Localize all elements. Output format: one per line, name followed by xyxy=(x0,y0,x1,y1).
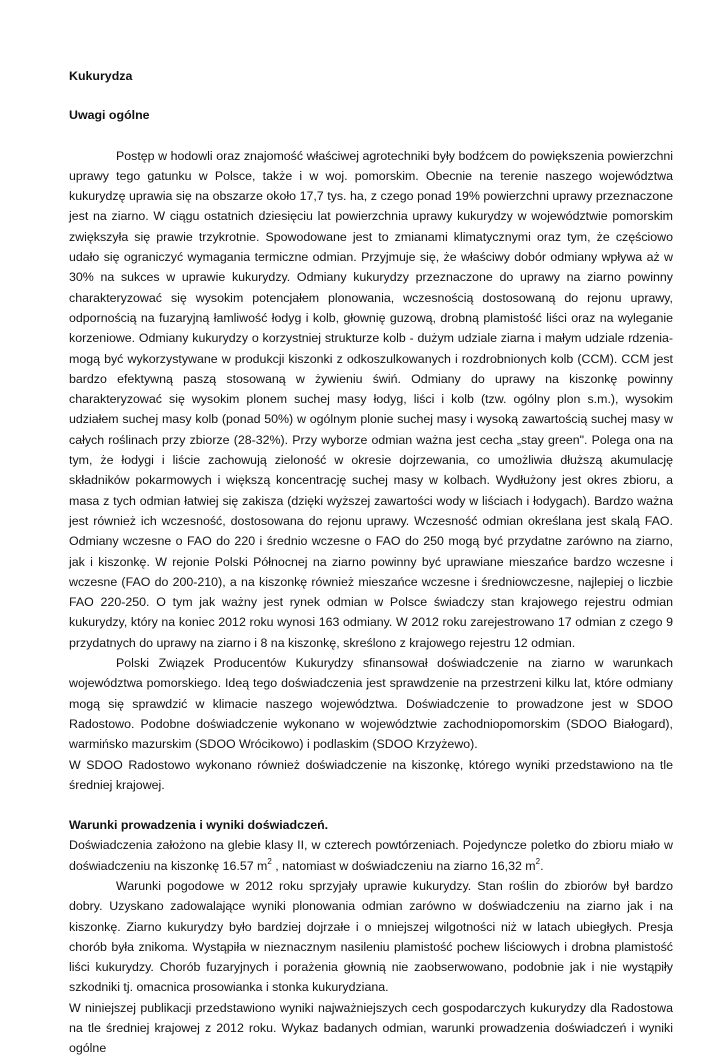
paragraph-publication-summary: W niniejszej publikacji przedstawiono wyniki najważniejszych cech gospodarczych kukurydzy dla Radostowa na tle średniej krajowej z 2012 roku. Wykaz badanych odmian, warunki prowadzenia doświadczeń i wyniki ogólne xyxy=(69,1000,673,1056)
paragraph-silage-experiment: W SDOO Radostowo wykonano również doświadczenie na kiszonkę, którego wyniki przedstawiono na tle średniej krajowej. xyxy=(69,757,673,792)
paragraph-plot-setup xyxy=(69,835,673,876)
document-title: Kukurydza xyxy=(69,69,133,83)
plot-setup-text-b: , natomiast w doświadczeniu na ziarno 16,32 m xyxy=(271,858,536,873)
paragraph-experiment-funding: Polski Związek Producentów Kukurydzy sfinansował doświadczenie na ziarno w warunkach województwa pomorskiego. Ideą tego doświadczenia jest sprawdzenie na przestrzeni kilku lat, które odmiany mogą się sprawdzić w klimacie naszego województwa. Doświadczenie to prowadzone jest w SDOO Radostowo. Podobne doświadczenie wykonano w województwie zachodniopomorskim (SDOO Białogard), warmińsko mazurskim (SDOO Wrócikowo) i podlaskim (SDOO Krzyżewo). xyxy=(69,656,673,752)
section-heading-general: Uwagi ogólne xyxy=(69,108,150,123)
superscript-squared: 2 xyxy=(535,856,541,866)
plot-setup-text-a: Doświadczenia założono na glebie klasy II, w czterech powtórzeniach. Pojedyncze poletko do zbioru miało w doświadczeniu na kiszonkę 16.57 m xyxy=(69,838,673,873)
superscript-squared: 2 xyxy=(267,856,272,866)
paragraph-weather-conditions: Warunki pogodowe w 2012 roku sprzyjały uprawie kukurydzy. Stan roślin do zbiorów był bardzo dobry. Uzyskano zadowalające wyniki plonowania odmian zarówno w doświadczeniu na ziarno jak i na kiszonkę. Ziarno kukurydzy było bardziej dojrzałe i o mniejszej wilgotności niż w latach ubiegłych. Presja chorób była znikoma. Wystąpiła w nieznacznym nasileniu plamistość pochew liściowych i drobna plamistość liści kukurydzy. Chorób fuzaryjnych i porażenia głownią nie zaobserwowano, podobnie jak i nie wystąpiły szkodniki tj. omacnica prosowianka i stonka kukurydziana. xyxy=(69,878,673,995)
section-heading-conditions: Warunki prowadzenia i wyniki doświadczeń. xyxy=(69,818,329,833)
paragraph-introduction: Postęp w hodowli oraz znajomość właściwej agrotechniki były bodźcem do powiększenia powierzchni uprawy tego gatunku w Polsce, także i w woj. pomorskim. Obecnie na terenie naszego województwa kukurydzę uprawia się na obszarze około 17,7 tys. ha, z czego ponad 19% powierzchni uprawy przeznaczone jest na ziarno. W ciągu ostatnich dziesięciu lat powierzchnia uprawy kukurydzy w województwie pomorskim zwiększyła się prawie trzykrotnie. Spowodowane jest to zmianami klimatycznymi oraz tym, że częściowo udało się ograniczyć wymagania termiczne odmian. Przyjmuje się, że właściwy dobór odmiany wpływa aż w 30% na sukces w uprawie kukurydzy. Odmiany kukurydzy przeznaczone do uprawy na ziarno powinny charakteryzować się wysokim potencjałem plonowania, wczesnością dostosowaną do rejonu uprawy, odpornością na fuzaryjną łamliwość łodyg i kolb, głownię guzową, drobną plamistość liści oraz na wyleganie korzeniowe. Odmiany kukurydzy o korzystniej strukturze kolb - dużym udziale ziarna i małym udziale rdzenia- mogą być wykorzystywane w produkcji kiszonki z odkoszulkowanych i rozdrobnionych kolb (CCM). CCM jest bardzo efektywną paszą stosowaną w żywieniu świń. Odmiany do uprawy na kiszonkę powinny charakteryzować się wysokim plonem suchej masy łodyg, liści i kolb (tzw. ogólny plon s.m.), wysokim udziałem suchej masy kolb (ponad 50%) w ogólnym plonie suchej masy i wysoką zawartością suchej masy w całych roślinach przy zbiorze (28-32%). Przy wyborze odmian ważna jest cecha „stay green". Polega ona na tym, że łodygi i liście zachowują zieloność w okresie dojrzewania, co umożliwia dłuższą akumulację składników pokarmowych i większą koncentrację suchej masy w kolbach. Wydłużony jest okres zbioru, a masa z tych odmian łatwiej się zakisza (dzięki wyższej zawartości wody w liściach i łodygach). Bardzo ważna jest również ich wczesność, dostosowana do rejonu uprawy. Wczesność odmian określana jest skalą FAO. Odmiany wczesne o FAO do 220 i średnio wczesne o FAO do 250 mogą być przydatne zarówno na ziarno, jak i kiszonkę. W rejonie Polski Północnej na ziarno powinny być uprawiane mieszańce bardzo wczesne i wczesne (FAO do 200-210), a na kiszonkę również mieszańce wczesne i średniowczesne, najlepiej o liczbie FAO 220-250. O tym jak ważny jest rynek odmian w Polsce świadczy stan krajowego rejestru odmian kukurydzy, który na koniec 2012 roku wynosi 163 odmiany. W 2012 roku zarejestrowano 17 odmian z czego 9 przydatnych do uprawy na ziarno i 8 na kiszonkę, skreślono z krajowego rejestru 12 odmian. xyxy=(69,148,673,650)
document-page xyxy=(69,66,673,1059)
plot-setup-text-c: . xyxy=(540,858,544,873)
